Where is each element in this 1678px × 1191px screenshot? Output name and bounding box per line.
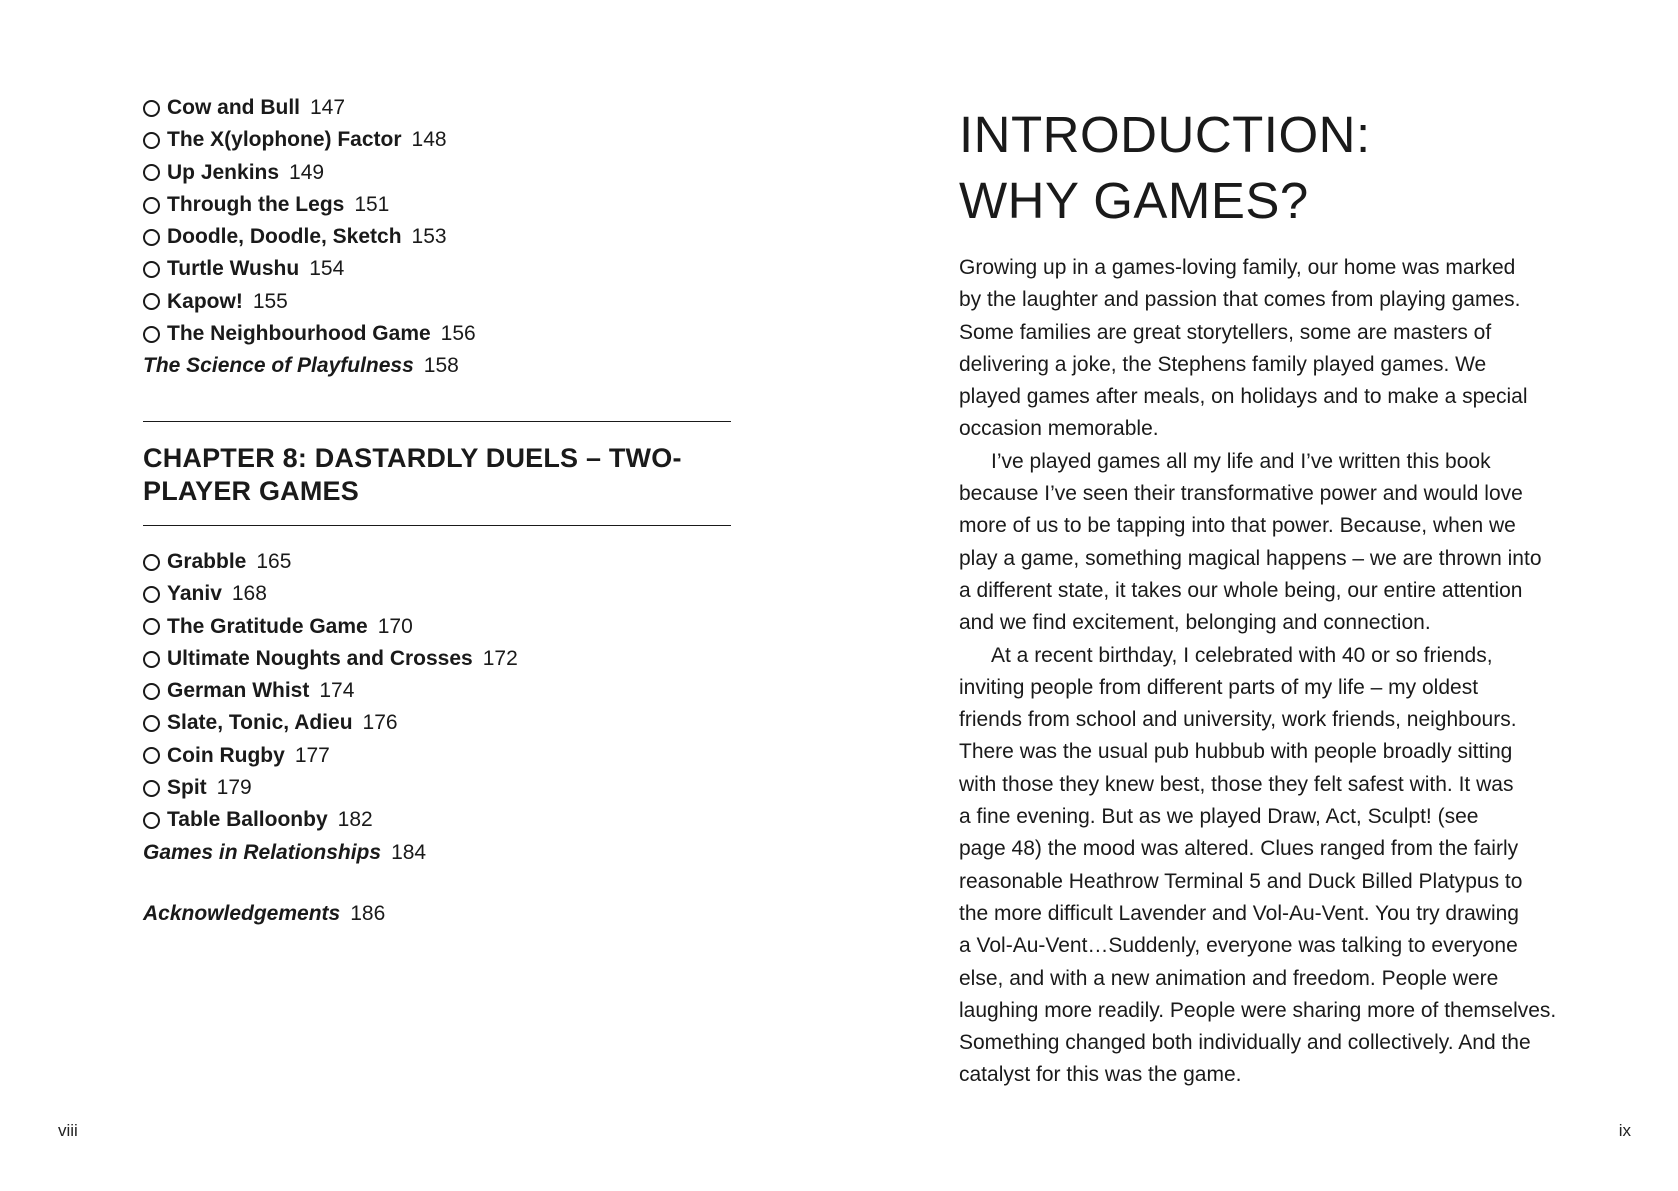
circle-outline-icon — [143, 747, 160, 764]
circle-outline-icon — [143, 554, 160, 571]
introduction-title-line1: INTRODUCTION: — [959, 106, 1371, 163]
circle-outline-icon — [143, 132, 160, 149]
toc-entry-title: Doodle, Doodle, Sketch — [167, 225, 402, 249]
introduction-title-line2: WHY GAMES? — [959, 172, 1309, 229]
body-text-line: played games after meals, on holidays and to make a special — [959, 385, 1528, 409]
toc-entry-title: Spit — [167, 776, 207, 800]
circle-outline-icon — [143, 197, 160, 214]
body-text-line: Growing up in a games-loving family, our home was marked — [959, 256, 1516, 279]
chapter-heading-line2: PLAYER GAMES — [143, 475, 359, 506]
toc-entry-page-number: 182 — [337, 808, 373, 832]
body-text-line: play a game, something magical happens – we are thrown into — [959, 546, 1542, 570]
toc-entry-title: Kapow! — [167, 289, 243, 313]
page-number-right: ix — [1618, 1121, 1631, 1140]
body-text-line: the more difficult Lavender and Vol-Au-Vent. You try drawing — [959, 901, 1519, 925]
toc-entry-page-number: 172 — [482, 646, 518, 670]
toc-entry-title: Table Balloonby — [167, 808, 328, 832]
toc-entry-title: Grabble — [167, 550, 247, 573]
body-text-line: There was the usual pub hubbub with people broadly sitting — [959, 740, 1513, 764]
toc-entry-page-number: 165 — [256, 550, 292, 573]
circle-outline-icon — [143, 683, 160, 700]
body-text-line: occasion memorable. — [959, 417, 1159, 441]
acknowledgements-page-number: 186 — [350, 902, 386, 925]
introduction-body — [959, 252, 1559, 1092]
toc-feature-title: Games in Relationships — [143, 840, 382, 864]
body-text-line: catalyst for this was the game. — [959, 1063, 1242, 1087]
toc-entry-title: Turtle Wushu — [167, 257, 300, 281]
toc-feature-page-number: 158 — [423, 354, 459, 378]
toc-entry — [143, 772, 518, 804]
toc-entry — [143, 189, 476, 221]
toc-entry-page-number: 179 — [216, 776, 252, 800]
circle-outline-icon — [143, 326, 160, 343]
toc-entry — [143, 643, 518, 675]
toc-entry — [143, 286, 476, 318]
toc-entry-page-number: 170 — [377, 614, 413, 638]
toc-entry-title: Cow and Bull — [167, 96, 300, 119]
toc-entry-title: Ultimate Noughts and Crosses — [167, 646, 473, 670]
toc-entry-title: German Whist — [167, 679, 310, 703]
body-text-line: Some families are great storytellers, some are masters of — [959, 320, 1492, 344]
body-text-line: Something changed both individually and collectively. And the — [959, 1031, 1531, 1055]
toc-entry-title: Coin Rugby — [167, 743, 285, 767]
toc-entry-page-number: 147 — [310, 96, 346, 119]
body-text-line: by the laughter and passion that comes from playing games. — [959, 288, 1521, 312]
body-text-line: friends from school and university, work friends, neighbours. — [959, 708, 1517, 732]
toc-entry-title: Up Jenkins — [167, 160, 280, 184]
body-text-line: more of us to be tapping into that power. Because, when we — [959, 514, 1516, 538]
toc-feature-entry — [143, 350, 476, 382]
chapter-divider-top — [143, 421, 731, 422]
toc-entry-page-number: 176 — [362, 711, 398, 735]
toc-list-chapter-8 — [143, 546, 518, 869]
toc-feature-entry — [143, 837, 518, 869]
toc-entry-page-number: 148 — [411, 128, 447, 152]
toc-entry-title: The Neighbourhood Game — [167, 322, 431, 346]
toc-entry-page-number: 153 — [411, 225, 447, 249]
body-text-line: a fine evening. But as we played Draw, Act, Sculpt! (see — [959, 805, 1479, 829]
toc-entry — [143, 578, 518, 610]
toc-entry — [143, 124, 476, 156]
circle-outline-icon — [143, 780, 160, 797]
circle-outline-icon — [143, 812, 160, 829]
body-text-line: laughing more readily. People were sharing more of themselves. — [959, 998, 1557, 1022]
circle-outline-icon — [143, 618, 160, 635]
toc-entry — [143, 253, 476, 285]
body-text-line: a Vol-Au-Vent…Suddenly, everyone was talking to everyone — [959, 934, 1518, 958]
circle-outline-icon — [143, 586, 160, 603]
toc-entry — [143, 740, 518, 772]
acknowledgements-title: Acknowledgements — [143, 902, 341, 925]
body-text-line: reasonable Heathrow Terminal 5 and Duck Billed Platypus to — [959, 869, 1523, 893]
toc-entry-title: Yaniv — [167, 582, 222, 606]
toc-entry-page-number: 149 — [289, 160, 325, 184]
toc-feature-title: The Science of Playfulness — [143, 354, 414, 378]
toc-entry — [143, 92, 476, 124]
body-text-line: delivering a joke, the Stephens family played games. We — [959, 352, 1487, 376]
toc-entry-page-number: 154 — [309, 257, 345, 281]
body-text-line: a different state, it takes our whole being, our entire attention — [959, 578, 1523, 602]
body-text-line: inviting people from different parts of my life – my oldest — [959, 675, 1479, 699]
chapter-heading-line1: CHAPTER 8: DASTARDLY DUELS – TWO- — [143, 443, 682, 473]
toc-entry-title: Slate, Tonic, Adieu — [167, 711, 353, 735]
toc-entry — [143, 318, 476, 350]
body-text-line: I’ve played games all my life and I’ve written this book — [991, 449, 1491, 473]
circle-outline-icon — [143, 651, 160, 668]
body-text-line: else, and with a new animation and freedom. People were — [959, 966, 1499, 990]
toc-entry-page-number: 174 — [319, 679, 355, 703]
circle-outline-icon — [143, 164, 160, 181]
circle-outline-icon — [143, 293, 160, 310]
body-text-line: page 48) the mood was altered. Clues ranged from the fairly — [959, 837, 1519, 861]
body-text-line: At a recent birthday, I celebrated with 40 or so friends, — [991, 643, 1493, 667]
page-number-left: viii — [58, 1121, 78, 1140]
body-text-line: and we find excitement, belonging and connection. — [959, 611, 1431, 635]
introduction-title — [959, 102, 1371, 234]
toc-entry — [143, 707, 518, 739]
chapter-divider-bottom — [143, 525, 731, 526]
toc-list-chapter-7 — [143, 92, 476, 383]
toc-entry-page-number: 156 — [440, 322, 476, 346]
toc-entry — [143, 157, 476, 189]
right-page — [839, 0, 1678, 1191]
toc-entry — [143, 611, 518, 643]
circle-outline-icon — [143, 261, 160, 278]
body-text-line: because I’ve seen their transformative power and would love — [959, 482, 1523, 506]
circle-outline-icon — [143, 100, 160, 117]
toc-entry-page-number: 177 — [294, 743, 330, 767]
toc-entry-page-number: 155 — [252, 289, 288, 313]
acknowledgements-entry — [143, 898, 385, 930]
circle-outline-icon — [143, 715, 160, 732]
chapter-heading — [143, 442, 723, 507]
toc-entry-title: The X(ylophone) Factor — [167, 128, 402, 152]
toc-feature-page-number: 184 — [391, 840, 427, 864]
toc-entry — [143, 675, 518, 707]
toc-entry-title: The Gratitude Game — [167, 614, 368, 638]
toc-entry-title: Through the Legs — [167, 192, 345, 216]
toc-entry — [143, 546, 518, 578]
toc-entry-page-number: 151 — [354, 192, 390, 216]
toc-entry — [143, 221, 476, 253]
toc-entry-page-number: 168 — [231, 582, 267, 606]
toc-entry — [143, 804, 518, 836]
circle-outline-icon — [143, 229, 160, 246]
body-text-line: with those they knew best, those they felt safest with. It was — [959, 772, 1514, 796]
